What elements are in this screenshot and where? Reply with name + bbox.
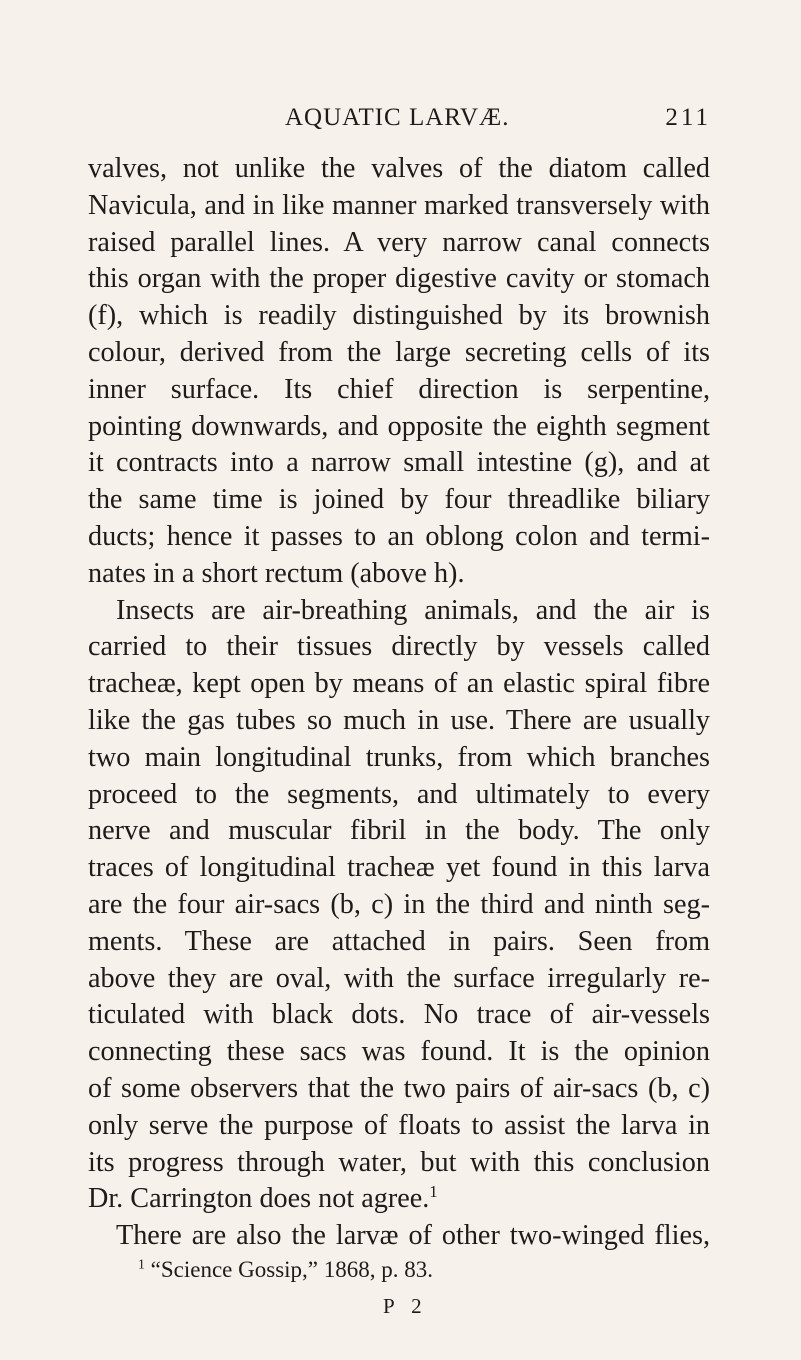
text-line: proceed to the segments, and ultimately to every bbox=[88, 778, 710, 810]
text-line: above they are oval, with the surface irregularly re- bbox=[88, 962, 710, 994]
text-line: Insects are air-breathing animals, and the air is bbox=[116, 594, 710, 626]
text-line: connecting these sacs was found. It is the opinion bbox=[88, 1036, 710, 1068]
body-text bbox=[88, 151, 710, 1255]
signature-mark: P 2 bbox=[383, 1294, 428, 1318]
footnote bbox=[138, 1256, 433, 1284]
text-line: ticulated with black dots. No trace of air-vessels bbox=[88, 999, 710, 1031]
text-line: Dr. Carrington does not agree. bbox=[88, 1183, 430, 1215]
text-line: this organ with the proper digestive cavity or stomach bbox=[88, 263, 710, 295]
text-line: it contracts into a narrow small intestine (g), and at bbox=[88, 447, 710, 479]
text-line: (f), which is readily distinguished by its brownish bbox=[88, 300, 710, 332]
text-line: of some observers that the two pairs of air-sacs (b, c) bbox=[88, 1072, 710, 1104]
text-line: carried to their tissues directly by vessels called bbox=[88, 631, 710, 663]
text-line: nerve and muscular fibril in the body. The only bbox=[88, 815, 710, 847]
text-line: the same time is joined by four threadlike biliary bbox=[88, 484, 710, 516]
text-line: inner surface. Its chief direction is serpentine, bbox=[88, 373, 710, 405]
text-line: pointing downwards, and opposite the eighth segment bbox=[88, 410, 710, 442]
text-line: tracheæ, kept open by means of an elastic spiral fibre bbox=[88, 668, 710, 700]
text-line: only serve the purpose of floats to assist the larva in bbox=[88, 1109, 710, 1141]
footnote-marker: 1 bbox=[138, 1256, 145, 1272]
text-line: are the four air-sacs (b, c) in the third and ninth seg- bbox=[88, 888, 710, 920]
text-line: valves, not unlike the valves of the diatom called bbox=[88, 153, 710, 184]
page-number: 211 bbox=[665, 104, 711, 131]
running-head: AQUATIC LARVÆ. bbox=[285, 104, 510, 131]
text-line: nates in a short rectum (above h). bbox=[88, 557, 465, 589]
text-line-with-note bbox=[88, 1181, 710, 1218]
page-header bbox=[0, 100, 801, 140]
footnote-text: “Science Gossip,” 1868, p. 83. bbox=[150, 1257, 433, 1282]
text-line: its progress through water, but with this conclusion bbox=[88, 1146, 710, 1178]
text-line: There are also the larvæ of other two-winged flies, bbox=[116, 1220, 710, 1252]
text-line: traces of longitudinal tracheæ yet found in this larva bbox=[88, 852, 710, 884]
text-line: Navicula, and in like manner marked transversely with bbox=[88, 189, 710, 221]
text-line: like the gas tubes so much in use. There are usually bbox=[88, 704, 710, 736]
text-line: two main longitudinal trunks, from which branches bbox=[88, 741, 710, 773]
text-line: ments. These are attached in pairs. Seen from bbox=[88, 925, 710, 957]
text-line: raised parallel lines. A very narrow canal connects bbox=[88, 226, 710, 258]
footnote-reference: 1 bbox=[429, 1182, 438, 1202]
text-line: colour, derived from the large secreting cells of its bbox=[88, 336, 710, 368]
text-line: ducts; hence it passes to an oblong colon and termi- bbox=[88, 520, 710, 552]
